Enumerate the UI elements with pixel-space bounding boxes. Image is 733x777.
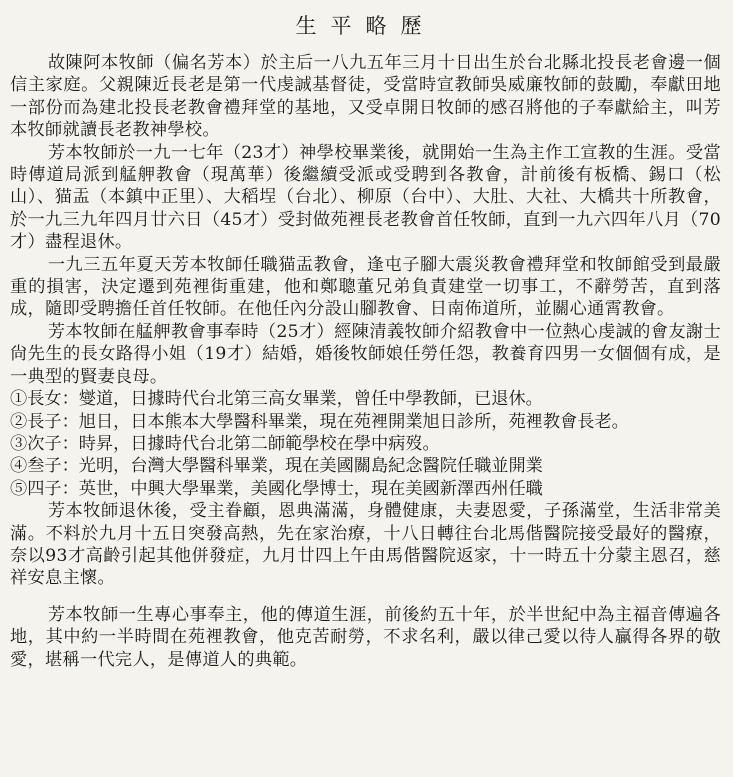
children-list	[10, 388, 721, 500]
child-label: ②長子：	[10, 411, 79, 432]
paragraph-church-rebuild: 一九三五年夏天芳本牧師任職猫盂教會，逢屯子腳大震災教會禮拜堂和牧師館受到最嚴重的損害，決定遷到苑裡街重建，他和鄭聰董兄弟負責建堂一切事工，不辭勞苦，直到落成，隨即受聘擔任首任牧師。在他任內分設山腳教會、日南佈道所，並關心通霄教會。	[10, 254, 721, 320]
child-text: 燮道，日據時代台北第三高女畢業，曾任中學教師，已退休。	[78, 389, 543, 410]
document-title: 生平略歷	[295, 14, 436, 38]
child-label: ⑤四子：	[10, 478, 79, 499]
list-item	[10, 411, 721, 433]
list-item	[10, 455, 721, 477]
child-label: ④叁子：	[10, 456, 79, 477]
child-text: 光明，台灣大學醫科畢業，現在美國關島紀念醫院任職並開業	[78, 456, 543, 477]
paragraph-marriage: 芳本牧師在艋舺教會事奉時（25才）經陳清義牧師介紹教會中一位熱心虔誠的會友謝士尙先生的長女路得小姐（19才）結婚，婚後牧師娘任勞任怨，教養育四男一女個個有成，是一典型的賢妻良母。	[10, 321, 721, 387]
list-item	[10, 478, 721, 500]
child-text: 旭日，日本熊本大學醫科畢業，現在苑裡開業旭日診所，苑裡教會長老。	[78, 411, 629, 432]
paragraph-retirement: 芳本牧師退休後，受主眷顧，恩典滿滿，身體健康，夫妻恩愛，子孫滿堂，生活非常美滿。不料於九月十五日突發高熱，先在家治療，十八日轉往台北馬偕醫院接受最好的醫療，奈以93才高齡引起其他併發症，九月廿四上午由馬偕醫院返家，十一時五十分蒙主恩召，慈祥安息主懷。	[10, 501, 721, 589]
child-label: ①長女：	[10, 389, 79, 410]
child-text: 時昇，日據時代台北第二師範學校在學中病歿。	[78, 433, 440, 454]
paragraph-legacy: 芳本牧師一生專心事奉主，他的傳道生涯，前後約五十年，於半世紀中為主福音傳遍各地，其中約一半時間在苑裡教會，他克苦耐勞，不求名利，嚴以律己愛以待人贏得各界的敬愛，堪稱一代完人，是傳道人的典範。	[10, 604, 721, 670]
child-text: 英世，中興大學畢業，美國化學博士，現在美國新澤西州任職	[78, 478, 543, 499]
child-label: ③次子：	[10, 433, 79, 454]
list-item	[10, 388, 721, 410]
paragraph-ministry: 芳本牧師於一九一七年（23才）神學校畢業後，就開始一生為主作工宣教的生涯。受當時傳道局派到艋舺教會（現萬華）後繼續受派或受聘到各教會，計前後有板橋、錫口（松山）、猫盂（本鎮中正里）、大稻埕（台北）、柳原（台中）、大肚、大社、大橋共十所教會，於一九三九年四月廿六日（45才）受封做苑裡長老教會首任牧師，直到一九六四年八月（70才）盡程退休。	[10, 142, 721, 253]
paragraph-birth: 故陳阿本牧師（偏名芳本）於主后一八九五年三月十日出生於台北縣北投長老會邊一個信主家庭。父親陳近長老是第一代虔誠基督徒，受當時宣教師吳威廉牧師的鼓勵，奉獻田地一部份而為建北投長老教會禮拜堂的基地，又受卓開日牧師的感召將他的子奉獻給主，叫芳本牧師就讀長老教神學校。	[10, 53, 721, 141]
list-item	[10, 433, 721, 455]
